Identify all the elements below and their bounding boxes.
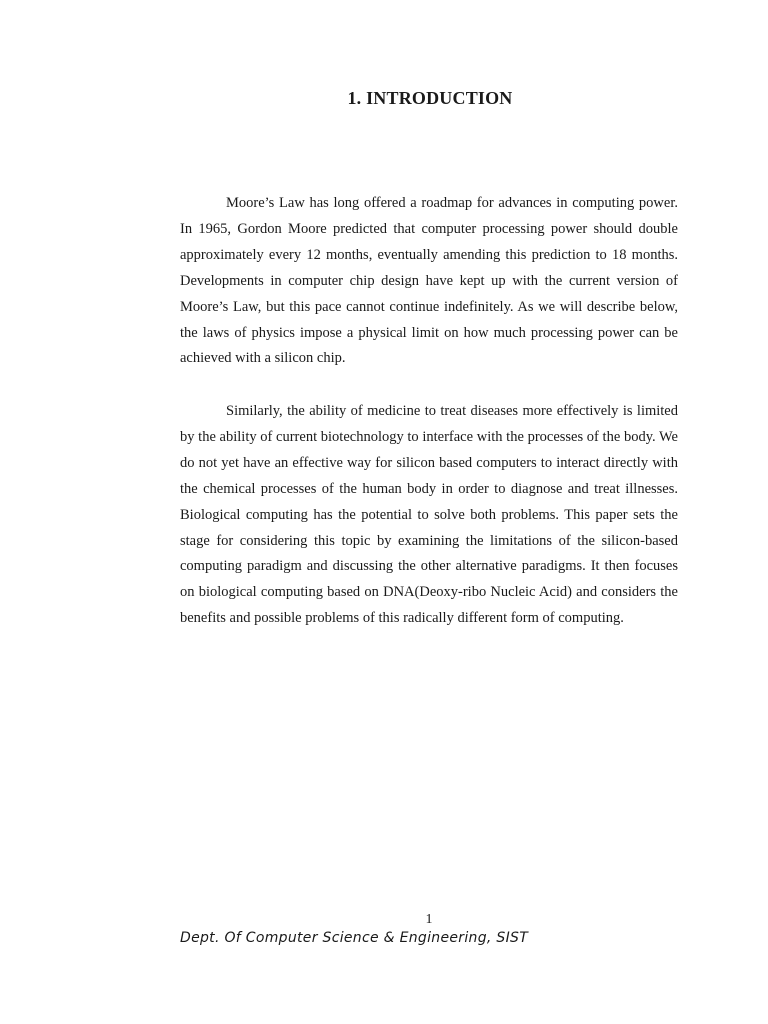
page-number: 1 [425,912,433,927]
footer-department: Dept. Of Computer Science & Engineering, SIST [180,930,529,946]
body-paragraph-biological-computing: Similarly, the ability of medicine to treat diseases more effectively is limited by the ability of current biotechnology to interface with the processes of the body. We do not yet have an effective way for silicon based computers to interact directly with the chemical processes of the human body in order to diagnose and treat illnesses. Biological computing has the potential to solve both problems. This paper sets the stage for considering this topic by examining the limitations of the silicon-based computing paradigm and discussing the other alternative paradigms. It then focuses on biological computing based on DNA(Deoxy-ribo Nucleic Acid) and considers the benefits and possible problems of this radically different form of computing. [180,403,678,627]
section-title: 1. INTRODUCTION [347,88,513,108]
body-paragraph-moores-law: Moore’s Law has long offered a roadmap for advances in computing power. In 1965, Gordon Moore predicted that computer processing power should double approximately every 12 months, eventually amending this prediction to 18 months. Developments in computer chip design have kept up with the current version of Moore’s Law, but this pace cannot continue indefinitely. As we will describe below, the laws of physics impose a physical limit on how much processing power can be achieved with a silicon chip. [180,195,678,367]
